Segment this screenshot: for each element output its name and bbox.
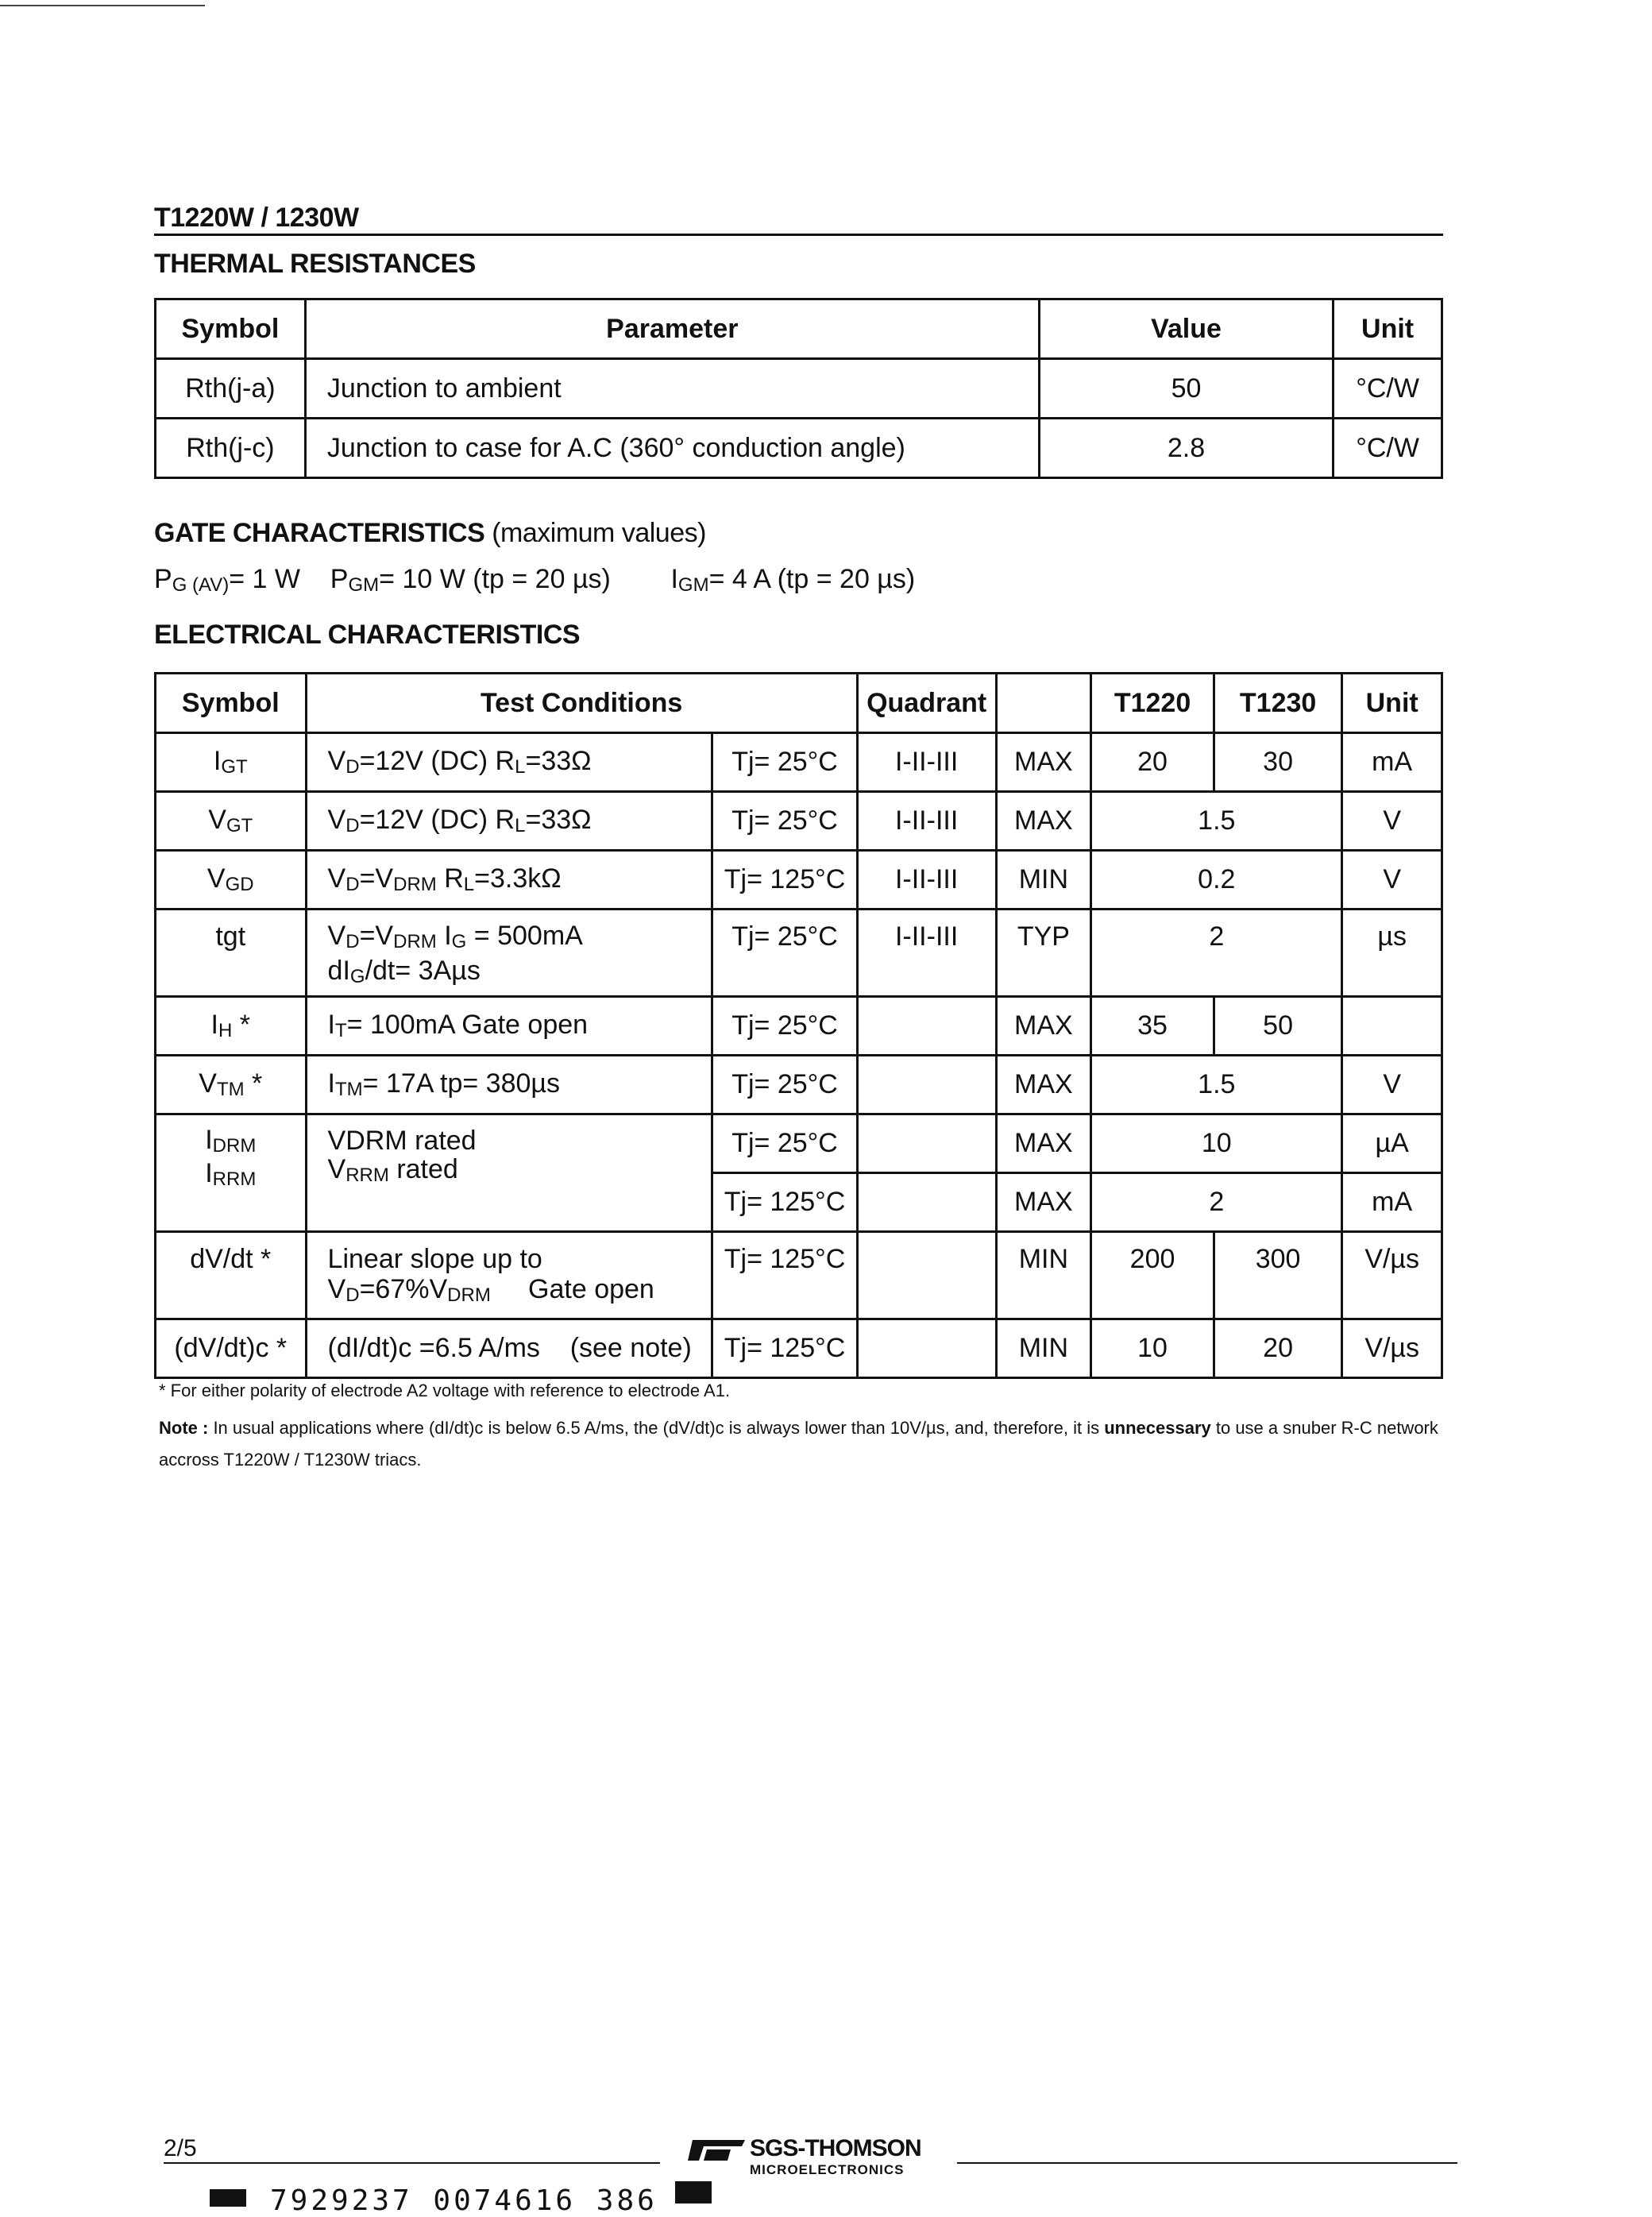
cell-value: 2.8 — [1039, 419, 1333, 478]
cell-conditions: $V_D=12V$ (DC) $R_L=33\Omega$ — [306, 733, 712, 792]
table-header-row — [156, 299, 1442, 359]
cell-unit: mA — [1342, 733, 1442, 792]
cell-value: 2 — [1091, 910, 1342, 997]
cell-limit: MAX — [996, 733, 1091, 792]
table-row — [156, 1056, 1442, 1114]
cell-parameter: Junction to ambient — [305, 359, 1039, 419]
cell-t1220: 20 — [1091, 733, 1214, 792]
cell-tj: Tj= 25°C — [712, 1114, 857, 1173]
conditions-line-1: VDRM rated — [327, 1126, 477, 1156]
cell-t1230: 30 — [1214, 733, 1342, 792]
cell-t1230: 50 — [1214, 997, 1342, 1056]
cell-unit — [1342, 997, 1442, 1056]
cell-limit: MIN — [996, 1319, 1091, 1378]
conditions-line-2: $V_D=67\%V_{DRM}$ Gate open — [327, 1274, 654, 1306]
footnote: * For either polarity of electrode A2 voltage with reference to electrode A1. — [159, 1381, 731, 1400]
conditions-line-1: $V_D=V_{DRM}$ $I_G = 500mA$ — [327, 921, 583, 952]
cell-tj: Tj= 25°C — [712, 910, 857, 997]
col-t1230: T1230 — [1214, 674, 1342, 733]
cell-value: 2 — [1091, 1173, 1342, 1232]
footer-rule-left — [164, 2162, 660, 2164]
cell-tj: Tj= 25°C — [712, 997, 857, 1056]
cell-symbol: $I_{GT}$ — [156, 733, 307, 792]
cell-quadrant — [857, 1232, 996, 1319]
cell-symbol: dV/dt * — [156, 1232, 307, 1319]
cell-quadrant — [857, 1056, 996, 1114]
cell-symbol: $I_H$ * — [156, 997, 307, 1056]
col-quadrant: Quadrant — [857, 674, 996, 733]
col-t1220: T1220 — [1091, 674, 1214, 733]
pg-rating: $P_{G (AV)}= 1$ W — [154, 564, 300, 596]
cell-value: 1.5 — [1091, 792, 1342, 851]
cell-value: 0.2 — [1091, 851, 1342, 910]
cell-symbol: $V_{GD}$ — [156, 851, 307, 910]
cell-tj: Tj= 25°C — [712, 792, 857, 851]
cell-symbol: tgt — [156, 910, 307, 997]
gate-heading-suffix: (maximum values) — [492, 518, 706, 548]
table-header-row — [156, 674, 1442, 733]
thermal-resistances-table — [154, 298, 1443, 479]
cell-symbol: $V_{TM}$ * — [156, 1056, 307, 1114]
cell-unit: °C/W — [1334, 419, 1442, 478]
gate-heading-text: GATE CHARACTERISTICS — [154, 518, 485, 548]
table-row — [156, 792, 1442, 851]
cell-unit: °C/W — [1334, 359, 1442, 419]
col-parameter: Parameter — [305, 299, 1039, 359]
cell-symbol: Rth(j-c) — [156, 419, 306, 478]
note-text-1: In usual applications where (dI/dt)c is below 6.5 A/ms, the (dV/dt)c is always lower than 10V/µs, and, therefore, it is — [208, 1418, 1105, 1438]
cell-conditions: $V_D=V_{DRM}$ $R_L=3.3k\Omega$ — [306, 851, 712, 910]
cell-symbol: (dV/dt)c * — [156, 1319, 307, 1378]
page-number: 2/5 — [164, 2135, 197, 2161]
cell-unit: V — [1342, 792, 1442, 851]
cell-t1230: 20 — [1214, 1319, 1342, 1378]
igm-rating: $I_{GM}= 4$ A (tp = 20 µs) — [670, 564, 916, 596]
cell-quadrant — [857, 1319, 996, 1378]
cell-t1220: 10 — [1091, 1319, 1214, 1378]
cell-conditions: $I_T= 100mA$ Gate open — [306, 997, 712, 1056]
barcode-number: 7929237 0074616 386 — [270, 2184, 658, 2217]
barcode-block-right — [675, 2181, 712, 2203]
cell-value: 10 — [1091, 1114, 1342, 1173]
cell-unit: µA — [1342, 1114, 1442, 1173]
gate-ratings-line — [154, 564, 915, 597]
cell-unit: V — [1342, 1056, 1442, 1114]
application-note — [159, 1412, 1461, 1476]
col-limit — [996, 674, 1091, 733]
table-row — [156, 1319, 1442, 1378]
note-text-2: to use a snuber R-C network accross T1220W / T1230W triacs. — [159, 1418, 1438, 1470]
col-unit: Unit — [1342, 674, 1442, 733]
cell-conditions: $I_{TM}= 17A$ tp= 380µs — [306, 1056, 712, 1114]
electrical-characteristics-table — [154, 672, 1443, 1379]
gate-heading — [154, 518, 706, 549]
electrical-heading: ELECTRICAL CHARACTERISTICS — [154, 620, 581, 650]
cell-t1220: 35 — [1091, 997, 1214, 1056]
cell-limit: MAX — [996, 1114, 1091, 1173]
document-title: T1220W / 1230W — [154, 203, 359, 233]
table-row — [156, 851, 1442, 910]
cell-tj: Tj= 125°C — [712, 1173, 857, 1232]
barcode-block-left — [210, 2189, 246, 2207]
conditions-line-2: $V_{RRM}$ rated — [327, 1154, 458, 1186]
scan-artifact-line — [0, 5, 205, 6]
cell-limit: MAX — [996, 997, 1091, 1056]
cell-quadrant — [857, 1173, 996, 1232]
cell-quadrant: I-II-III — [857, 851, 996, 910]
conditions-line-2: $dI_G/dt= 3A\mu s$ — [327, 956, 481, 987]
cell-parameter: Junction to case for A.C (360° conduction angle) — [305, 419, 1039, 478]
note-bold: unnecessary — [1104, 1418, 1211, 1438]
cell-unit: V — [1342, 851, 1442, 910]
cell-symbol: $I_{DRM}$ $I_{RRM}$ — [156, 1114, 307, 1232]
cell-tj: Tj= 25°C — [712, 733, 857, 792]
pgm-rating: $P_{GM}= 10$ W (tp = 20 µs) — [330, 564, 611, 596]
cell-t1230: 300 — [1214, 1232, 1342, 1319]
cell-limit: MAX — [996, 792, 1091, 851]
cell-quadrant — [857, 997, 996, 1056]
cell-limit: TYP — [996, 910, 1091, 997]
cell-tj: Tj= 125°C — [712, 1232, 857, 1319]
table-row — [156, 419, 1442, 478]
cell-quadrant: I-II-III — [857, 733, 996, 792]
table-row — [156, 733, 1442, 792]
col-unit: Unit — [1334, 299, 1442, 359]
cell-unit: V/µs — [1342, 1232, 1442, 1319]
cell-symbol: Rth(j-a) — [156, 359, 306, 419]
table-row — [156, 359, 1442, 419]
cell-tj: Tj= 25°C — [712, 1056, 857, 1114]
cell-conditions: $V_D=12V$ (DC) $R_L=33\Omega$ — [306, 792, 712, 851]
cell-value: 1.5 — [1091, 1056, 1342, 1114]
st-logo-icon — [685, 2138, 745, 2162]
table-row — [156, 1232, 1442, 1319]
cell-t1220: 200 — [1091, 1232, 1214, 1319]
cell-unit: V/µs — [1342, 1319, 1442, 1378]
table-row — [156, 1114, 1442, 1173]
brand-subtitle: MICROELECTRONICS — [750, 2162, 905, 2177]
cell-unit: µs — [1342, 910, 1442, 997]
conditions-line-1: Linear slope up to — [327, 1244, 542, 1274]
cell-unit: mA — [1342, 1173, 1442, 1232]
cell-conditions — [306, 910, 712, 997]
cell-quadrant: I-II-III — [857, 792, 996, 851]
thermal-heading: THERMAL RESISTANCES — [154, 249, 476, 279]
col-test-conditions: Test Conditions — [306, 674, 857, 733]
cell-quadrant: I-II-III — [857, 910, 996, 997]
brand-name: SGS-THOMSON — [750, 2135, 921, 2161]
cell-value: 50 — [1039, 359, 1333, 419]
cell-tj: Tj= 125°C — [712, 1319, 857, 1378]
cell-limit: MAX — [996, 1056, 1091, 1114]
cell-conditions — [306, 1114, 712, 1232]
cell-conditions: (dI/dt)c =6.5 A/ms (see note) — [306, 1319, 712, 1378]
cell-limit: MAX — [996, 1173, 1091, 1232]
cell-conditions — [306, 1232, 712, 1319]
col-symbol: Symbol — [156, 299, 306, 359]
note-label: Note : — [159, 1418, 209, 1438]
col-value: Value — [1039, 299, 1333, 359]
cell-tj: Tj= 125°C — [712, 851, 857, 910]
cell-symbol: $V_{GT}$ — [156, 792, 307, 851]
col-symbol: Symbol — [156, 674, 307, 733]
table-row — [156, 997, 1442, 1056]
footer-rule-right — [957, 2162, 1457, 2164]
cell-quadrant — [857, 1114, 996, 1173]
title-rule — [154, 234, 1443, 236]
cell-limit: MIN — [996, 851, 1091, 910]
cell-limit: MIN — [996, 1232, 1091, 1319]
table-row — [156, 910, 1442, 997]
